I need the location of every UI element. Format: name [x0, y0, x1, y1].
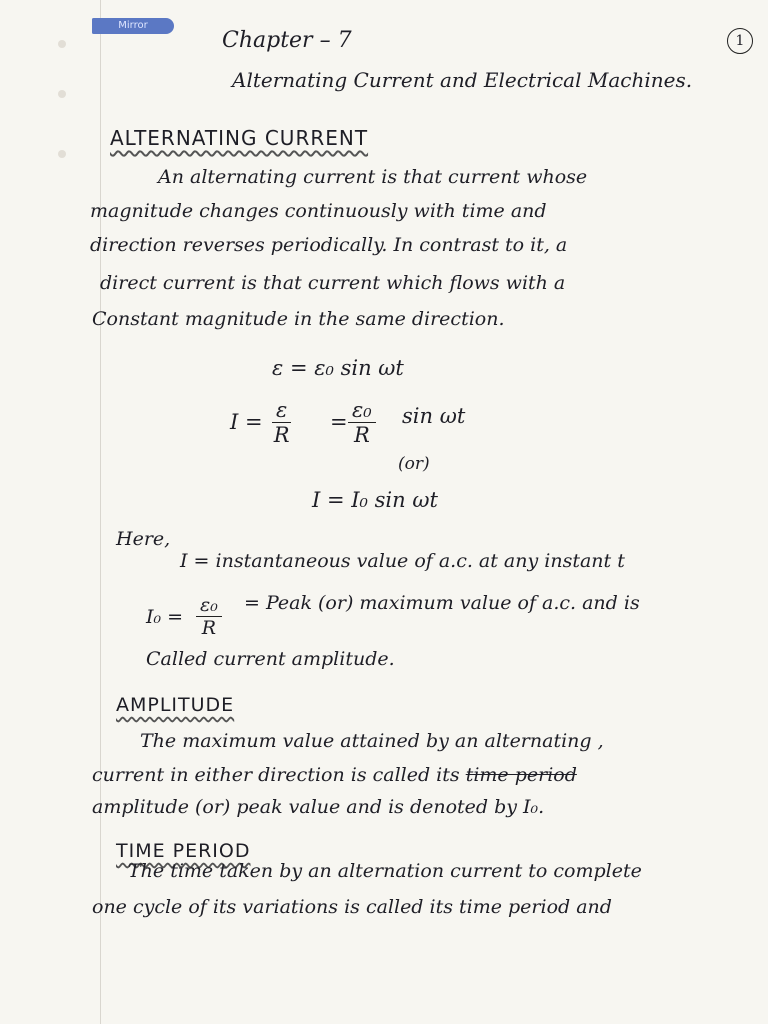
ac-line-5: Constant magnitude in the same direction. [92, 308, 505, 330]
struck-text: time period [465, 764, 577, 786]
equation-emf: ε = ε₀ sin ωt [272, 356, 404, 380]
ac-line-2: magnitude changes continuously with time and [90, 200, 547, 222]
equation-current-rhs: sin ωt [402, 404, 466, 428]
amplitude-line-2-text: current in either direction is called its [92, 764, 460, 786]
amplitude-line-3: amplitude (or) peak value and is denoted by I₀. [92, 796, 545, 818]
or-label: (or) [398, 454, 430, 474]
amplitude-line-2 [92, 764, 577, 786]
equation-current-lhs: I = [230, 410, 263, 434]
fraction-numerator: ε₀ [196, 594, 222, 617]
equation-current-peak: I = I₀ sin ωt [312, 488, 438, 512]
fraction-denominator: R [201, 617, 217, 639]
fraction-e0-over-r [348, 398, 376, 447]
ac-line-3: direction reverses periodically. In contrast to it, a [90, 234, 568, 256]
fraction-numerator: ε₀ [348, 398, 376, 423]
margin-line [100, 0, 101, 1024]
equals-sign: = [330, 410, 348, 434]
heading-alternating-current: ALTERNATING CURRENT [110, 126, 369, 150]
definition-instantaneous: I = instantaneous value of a.c. at any instant t [180, 550, 625, 572]
fraction-e0-over-r-def [196, 594, 222, 639]
ac-line-4: direct current is that current which flows with a [100, 272, 566, 294]
chapter-title: Chapter – 7 [222, 28, 352, 53]
here-label: Here, [116, 528, 171, 550]
heading-time-period: TIME PERIOD [116, 840, 251, 862]
page-number: 1 [727, 28, 753, 54]
chapter-subtitle: Alternating Current and Electrical Machines. [232, 68, 693, 92]
definition-peak-rhs: = Peak (or) maximum value of a.c. and is [244, 592, 640, 614]
amplitude-line-1: The maximum value attained by an alternating , [140, 730, 604, 752]
heading-amplitude: AMPLITUDE [116, 694, 235, 716]
fraction-e-over-r [272, 398, 291, 447]
definition-peak-lhs: I₀ = [146, 606, 184, 628]
stamp-label: Mirror [92, 18, 174, 34]
fraction-numerator: ε [272, 398, 291, 423]
fraction-denominator: R [273, 423, 290, 447]
ac-line-1: An alternating current is that current whose [158, 166, 588, 188]
time-period-line-2: one cycle of its variations is called its time period and [92, 896, 612, 918]
definition-peak-cont: Called current amplitude. [146, 648, 395, 670]
time-period-line-1: The time taken by an alternation current to complete [128, 860, 642, 882]
fraction-denominator: R [353, 423, 370, 447]
